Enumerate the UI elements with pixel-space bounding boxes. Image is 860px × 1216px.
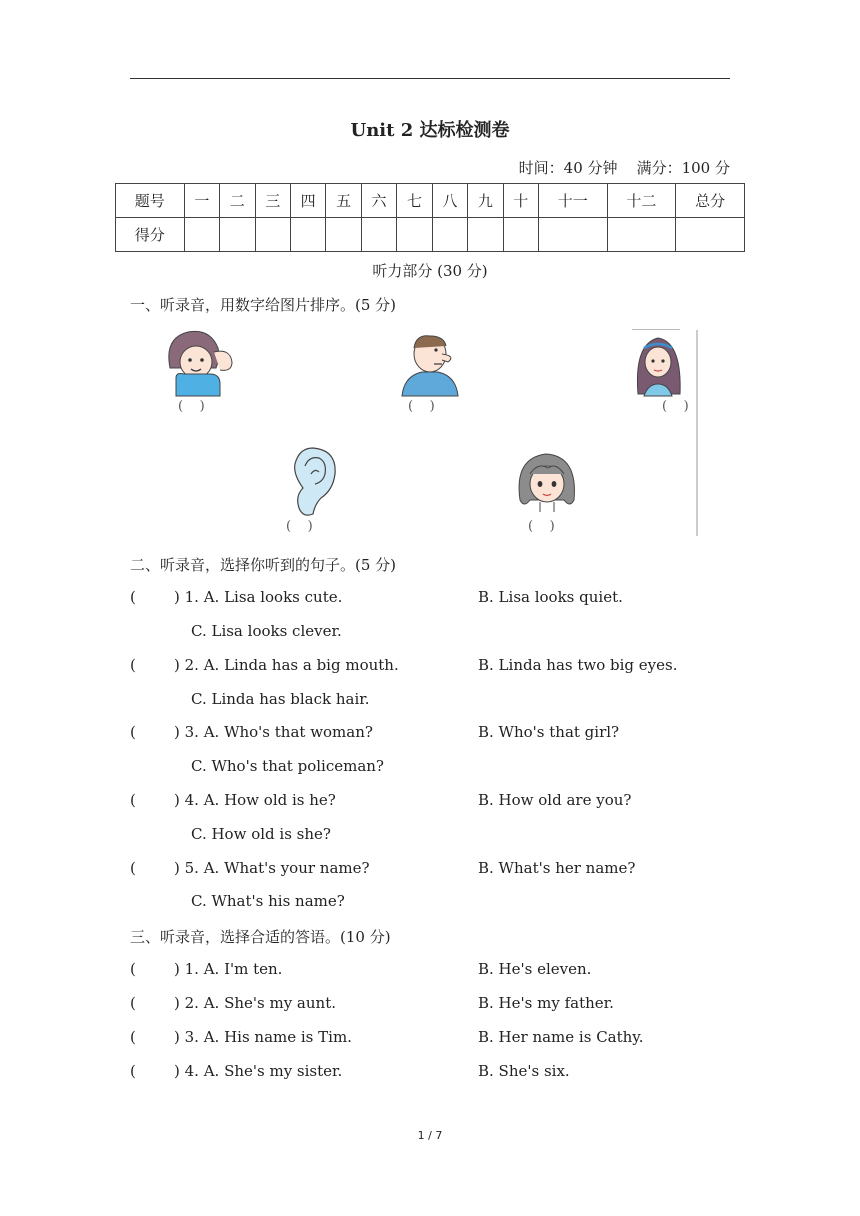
part2-heading: 二、听录音，选择你听到的句子。(5 分) <box>130 556 397 574</box>
cell: 二 <box>220 184 255 218</box>
image-border <box>632 329 680 330</box>
man-picture <box>398 330 464 398</box>
option-b: B. Who's that girl? <box>478 723 620 741</box>
score-cell[interactable] <box>184 218 219 252</box>
option-b: B. He's eleven. <box>478 960 592 978</box>
question-line: ( ) 4. A. How old is he? <box>130 791 336 809</box>
question-line: ( ) 1. A. Lisa looks cute. <box>130 588 343 606</box>
option-c: C. How old is she? <box>191 825 331 843</box>
question-line: ( ) 1. A. I'm ten. <box>130 960 283 978</box>
answer-blank[interactable]: ( ) <box>408 399 435 414</box>
cell: 九 <box>468 184 503 218</box>
cell: 五 <box>326 184 361 218</box>
option-c: C. Linda has black hair. <box>191 690 370 708</box>
score-cell[interactable] <box>468 218 503 252</box>
long-hair-girl-picture <box>632 334 684 400</box>
cell: 六 <box>361 184 396 218</box>
cell: 题号 <box>116 184 185 218</box>
listening-header: 听力部分 (30 分) <box>372 262 488 280</box>
answer-blank[interactable]: ( ) <box>178 399 205 414</box>
cell: 十一 <box>539 184 608 218</box>
girl-touching-head-picture <box>160 328 240 398</box>
cell: 总分 <box>676 184 745 218</box>
part1-heading: 一、听录音，用数字给图片排序。(5 分) <box>130 296 397 314</box>
ear-picture <box>285 444 341 518</box>
score-cell[interactable] <box>539 218 608 252</box>
score-cell[interactable] <box>361 218 396 252</box>
question-line: ( ) 2. A. Linda has a big mouth. <box>130 656 399 674</box>
question-line: ( ) 4. A. She's my sister. <box>130 1062 343 1080</box>
option-c: C. Lisa looks clever. <box>191 622 342 640</box>
cell: 八 <box>432 184 467 218</box>
option-b: B. Linda has two big eyes. <box>478 656 678 674</box>
cell: 七 <box>397 184 432 218</box>
exam-meta: 时间：40 分钟 满分：100 分 <box>518 159 730 177</box>
answer-blank[interactable]: ( ) <box>662 399 689 414</box>
answer-blank[interactable]: ( ) <box>528 519 555 534</box>
answer-blank[interactable]: ( ) <box>286 519 313 534</box>
score-cell[interactable] <box>432 218 467 252</box>
question-line: ( ) 3. A. His name is Tim. <box>130 1028 352 1046</box>
page-number: 1 / 7 <box>417 1129 443 1142</box>
option-b: B. How old are you? <box>478 791 632 809</box>
part3-heading: 三、听录音，选择合适的答语。(10 分) <box>130 928 391 946</box>
score-table-score-row <box>116 218 745 252</box>
option-b: B. She's six. <box>478 1062 570 1080</box>
score-cell[interactable] <box>290 218 325 252</box>
image-border <box>696 330 698 536</box>
cell: 三 <box>255 184 290 218</box>
score-cell[interactable] <box>503 218 538 252</box>
question-line: ( ) 3. A. Who's that woman? <box>130 723 373 741</box>
cell: 十二 <box>607 184 676 218</box>
cell: 四 <box>290 184 325 218</box>
score-table <box>115 183 745 252</box>
cell: 得分 <box>116 218 185 252</box>
question-line: ( ) 5. A. What's your name? <box>130 859 370 877</box>
option-b: B. Lisa looks quiet. <box>478 588 623 606</box>
option-b: B. What's her name? <box>478 859 636 877</box>
question-line: ( ) 2. A. She's my aunt. <box>130 994 336 1012</box>
top-rule <box>130 78 730 79</box>
score-cell[interactable] <box>326 218 361 252</box>
score-table-header-row <box>116 184 745 218</box>
score-cell[interactable] <box>676 218 745 252</box>
score-cell[interactable] <box>220 218 255 252</box>
score-cell[interactable] <box>255 218 290 252</box>
option-b: B. He's my father. <box>478 994 614 1012</box>
option-c: C. What's his name? <box>191 892 345 910</box>
cell: 一 <box>184 184 219 218</box>
page-title: Unit 2 达标检测卷 <box>350 120 510 141</box>
option-c: C. Who's that policeman? <box>191 757 384 775</box>
option-b: B. Her name is Cathy. <box>478 1028 644 1046</box>
score-cell[interactable] <box>397 218 432 252</box>
girl-face-picture <box>514 450 580 514</box>
score-cell[interactable] <box>607 218 676 252</box>
cell: 十 <box>503 184 538 218</box>
